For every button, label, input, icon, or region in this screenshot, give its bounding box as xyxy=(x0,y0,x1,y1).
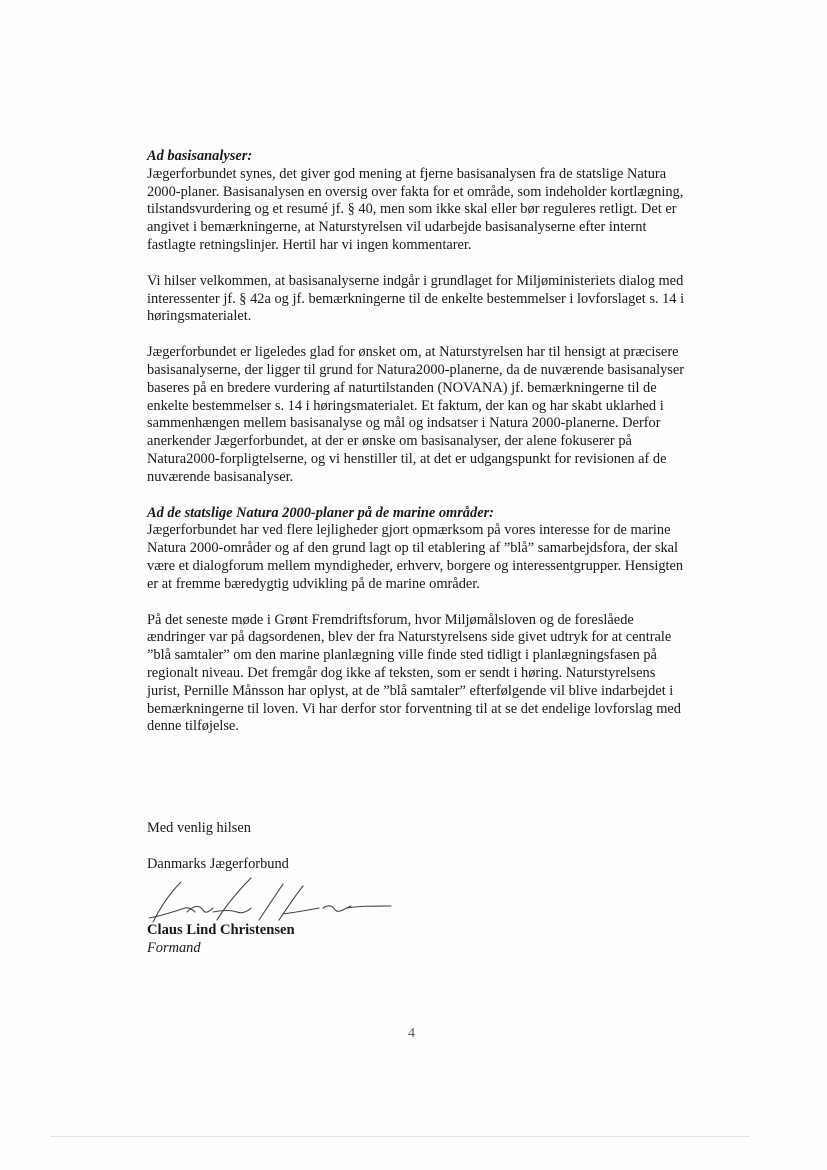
scan-edge-divider xyxy=(50,1136,750,1137)
paragraph: På det seneste møde i Grønt Fremdriftsforum, hvor Miljømålsloven og de foreslåede ændringer var på dagsordenen, blev der fra Naturstyrelsens side givet udtryk for at centrale ”blå samtaler” om den marine planlægning ville finde sted tidligt i planlægningsfasen på regionalt niveau. Det fremgår dog ikke af teksten, som er sendt i høring. Naturstyrelsens jurist, Pernille Månsson har oplyst, at de ”blå samtaler” efterfølgende vil blive indarbejdet i bemærkningerne til loven. Vi har derfor stor forventning til at se det endelige lovforslag med denne tilføjelse. xyxy=(147,611,681,735)
organization-name: Danmarks Jægerforbund xyxy=(147,856,289,872)
letter-body xyxy=(147,148,687,754)
closing-greeting: Med venlig hilsen xyxy=(147,820,251,836)
signer-name: Claus Lind Christensen xyxy=(147,922,295,938)
section-heading-marine: Ad de statslige Natura 2000-planer på de marine områder: xyxy=(147,504,494,521)
signer-title: Formand xyxy=(147,940,201,956)
paragraph: Jægerforbundet synes, det giver god mening at fjerne basisanalysen fra de statslige Natura 2000-planer. Basisanalysen en oversig over fakta for et område, som indeholder kortlægning, tilstandsvurdering og et resumé jf. § 40, men som ikke skal eller bør reguleres retligt. Det er angivet i bemærkningerne, at Naturstyrelsen vil udarbejde basisanalyserne efter internt fastlagte retningslinjer. Hertil har vi ingen kommentarer. xyxy=(147,165,684,253)
paragraph: Jægerforbundet er ligeledes glad for ønsket om, at Naturstyrelsen har til hensigt at præcisere basisanalyserne, der ligger til grund for Natura2000-planerne, da de nuværende basisanalyser baseres på en bredere vurdering af naturtilstanden (NOVANA) jf. bemærkningerne til de enkelte bestemmelser s. 14 i høringsmaterialet. Et faktum, der kan og har skabt uklarhed i sammenhængen mellem basisanalyse og mål og indsatser i Natura 2000-planerne. Derfor anerkender Jægerforbundet, at der er ønske om basisanalyser, der alene fokuserer på Natura2000-forpligtelserne, og vi henstiller til, at det er udgangspunkt for revisionen af de nuværende basisanalyser. xyxy=(147,344,685,485)
paragraph: Jægerforbundet har ved flere lejligheder gjort opmærksom på vores interesse for de marine Natura 2000-områder og af den grund lagt op til etablering af ”blå” samarbejdsfora, der skal være et dialogforum mellem myndigheder, erhverv, borgere og interessentgrupper. Hensigten er at fremme bæredygtig udvikling på de marine områder. xyxy=(147,522,684,592)
paragraph: Vi hilser velkommen, at basisanalyserne indgår i grundlaget for Miljøministeriets dialog med interessenter jf. § 42a og jf. bemærkningerne til de enkelte bestemmelser i lovforslaget s. 14 i høringsmaterialet. xyxy=(147,272,685,325)
page-number: 4 xyxy=(408,1026,415,1041)
handwritten-signature xyxy=(147,872,397,928)
section-heading-basisanalyser: Ad basisanalyser: xyxy=(147,148,253,164)
